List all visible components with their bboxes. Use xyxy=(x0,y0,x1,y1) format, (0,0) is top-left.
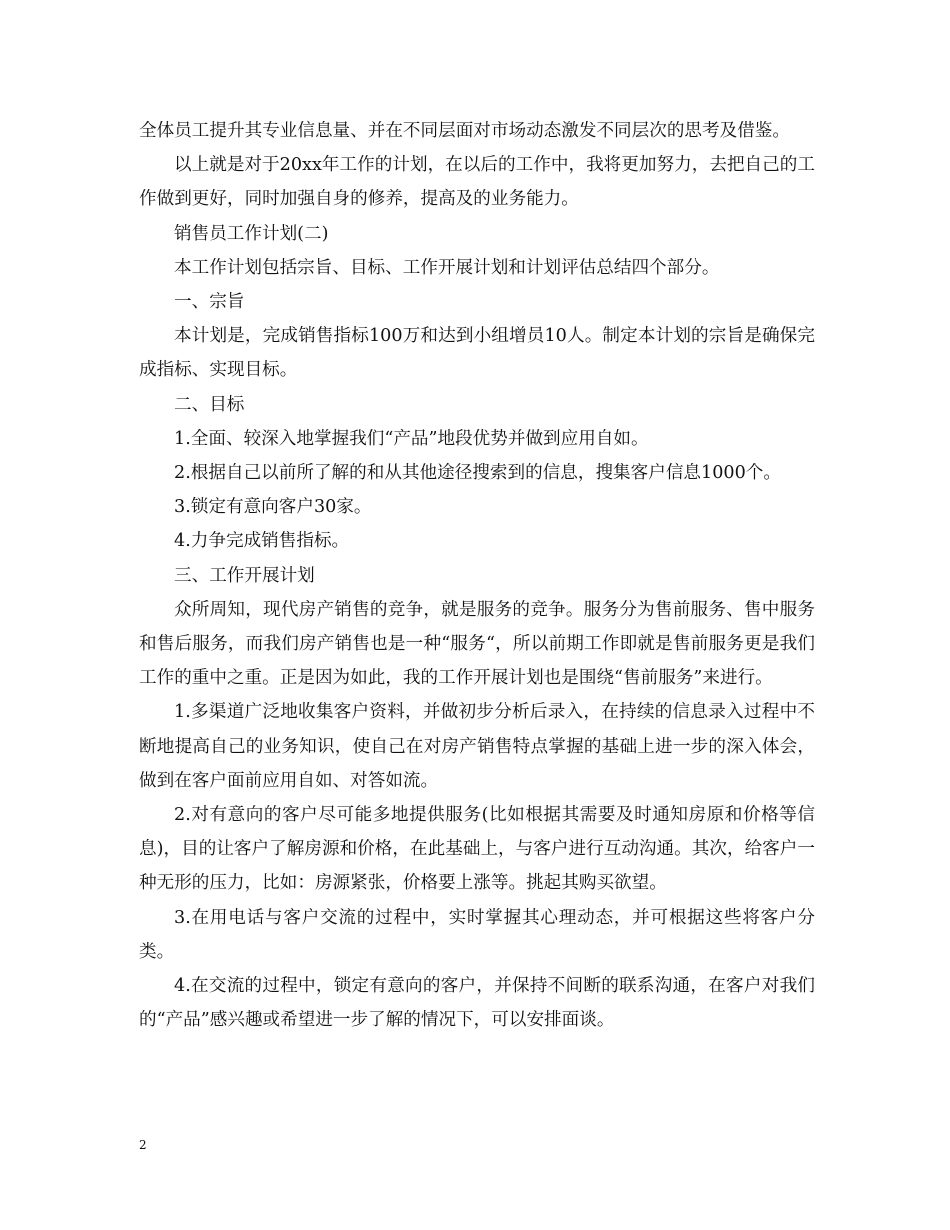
page-number: 2 xyxy=(139,1138,147,1152)
paragraph: 以上就是对于20xx年工作的计划，在以后的工作中，我将更加努力，去把自己的工作做到更好，同时加强自身的修养，提高及的业务能力。 xyxy=(139,155,815,210)
paragraph: 本工作计划包括宗旨、目标、工作开展计划和计划评估总结四个部分。 xyxy=(174,257,720,278)
goal-item: 2.根据自己以前所了解的和从其他途径搜索到的信息，搜集客户信息1000个。 xyxy=(174,463,781,484)
goal-item: 1.全面、较深入地掌握我们“产品”地段优势并做到应用自如。 xyxy=(174,428,649,449)
heading-purpose: 一、宗旨 xyxy=(174,292,245,313)
heading-goals: 二、目标 xyxy=(174,394,245,415)
plan-item: 2.对有意向的客户尽可能多地提供服务(比如根据其需要及时通知房原和价格等信息)，目的让客户了解房源和价格，在此基础上，与客户进行互动沟通。其次，给客户一种无形的压力，比如：房源紧张，价格要上涨等。挑起其购买欲望。 xyxy=(139,805,815,894)
heading-work-plan: 三、工作开展计划 xyxy=(174,565,315,586)
paragraph: 本计划是，完成销售指标100万和达到小组增员10人。制定本计划的宗旨是确保完成指标、实现目标。 xyxy=(139,326,815,381)
paragraph: 众所周知，现代房产销售的竞争，就是服务的竞争。服务分为售前服务、售中服务和售后服务，而我们房产销售也是一种“服务“，所以前期工作即就是售前服务更是我们工作的重中之重。正是因为如此，我的工作开展计划也是围绕“售前服务”来进行。 xyxy=(139,599,815,689)
plan-item: 3.在用电话与客户交流的过程中，实时掌握其心理动态，并可根据这些将客户分类。 xyxy=(139,907,815,962)
paragraph: 全体员工提升其专业信息量、并在不同层面对市场动态激发不同层次的思考及借鉴。 xyxy=(139,121,790,141)
goal-item: 3.锁定有意向客户30家。 xyxy=(174,497,372,518)
document-body xyxy=(139,114,815,1037)
section-title: 销售员工作计划(二) xyxy=(174,223,329,244)
plan-item: 4.在交流的过程中，锁定有意向的客户，并保持不间断的联系沟通，在客户对我们的“产品”感兴趣或希望进一步了解的情况下，可以安排面谈。 xyxy=(139,976,815,1031)
goal-item: 4.力争完成销售指标。 xyxy=(174,531,350,552)
plan-item: 1.多渠道广泛地收集客户资料，并做初步分析后录入，在持续的信息录入过程中不断地提高自己的业务知识，使自己在对房产销售特点掌握的基础上进一步的深入体会，做到在客户面前应用自如、对答如流。 xyxy=(139,702,815,791)
